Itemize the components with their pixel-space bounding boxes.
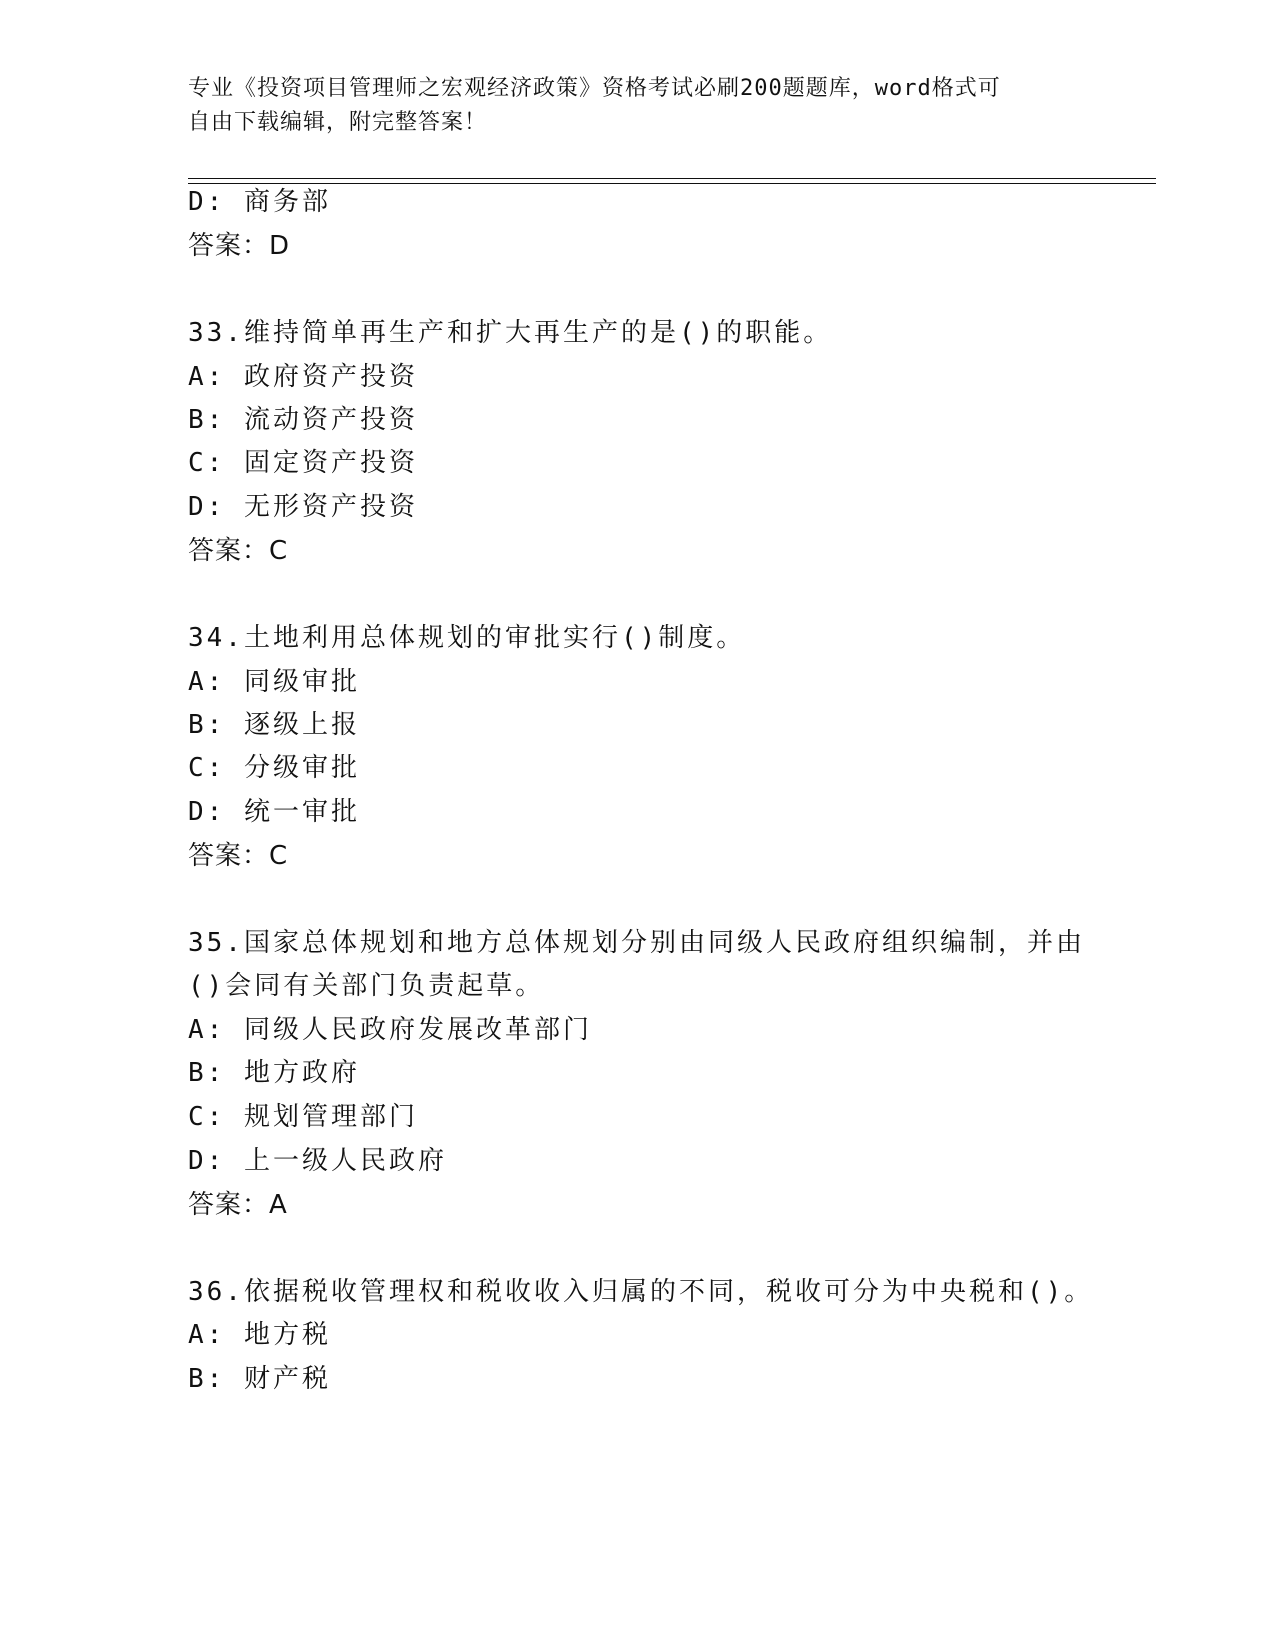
question-33-option-d: D: 无形资产投资 (188, 492, 418, 522)
question-35-option-b: B: 地方政府 (188, 1058, 360, 1088)
header-divider-top (188, 178, 1156, 179)
document-header (188, 72, 1088, 140)
question-36-stem: 36.依据税收管理权和税收收入归属的不同，税收可分为中央税和()。 (188, 1277, 1094, 1307)
question-34-stem: 34.土地利用总体规划的审批实行()制度。 (188, 623, 746, 653)
question-34-option-d: D: 统一审批 (188, 797, 360, 827)
question-35-option-a: A: 同级人民政府发展改革部门 (188, 1015, 592, 1045)
question-34-option-b: B: 逐级上报 (188, 710, 360, 740)
header-divider-bottom (188, 183, 1156, 184)
prev-answer: 答案：D (188, 231, 291, 261)
prev-option-d: D: 商务部 (188, 187, 331, 217)
header-line-1: 专业《投资项目管理师之宏观经济政策》资格考试必刷200题题库，word格式可 (188, 76, 1001, 101)
question-35-stem-line-1: 35.国家总体规划和地方总体规划分别由同级人民政府组织编制，并由 (188, 928, 1085, 958)
question-35-option-d: D: 上一级人民政府 (188, 1146, 447, 1176)
question-36-option-b: B: 财产税 (188, 1364, 331, 1394)
question-33-option-a: A: 政府资产投资 (188, 362, 418, 392)
question-36-option-a: A: 地方税 (188, 1320, 331, 1350)
header-line-2: 自由下载编辑，附完整答案！ (188, 110, 488, 135)
question-34-option-a: A: 同级审批 (188, 667, 360, 697)
question-33-answer: 答案：C (188, 536, 289, 566)
question-33-stem: 33.维持简单再生产和扩大再生产的是()的职能。 (188, 318, 833, 348)
question-34-answer: 答案：C (188, 841, 289, 871)
question-34-option-c: C: 分级审批 (188, 753, 360, 783)
question-35-option-c: C: 规划管理部门 (188, 1102, 418, 1132)
question-33-option-c: C: 固定资产投资 (188, 448, 418, 478)
question-33-option-b: B: 流动资产投资 (188, 405, 418, 435)
question-35-stem-line-2: ()会同有关部门负责起草。 (188, 971, 545, 1001)
question-35-answer: 答案：A (188, 1190, 288, 1220)
